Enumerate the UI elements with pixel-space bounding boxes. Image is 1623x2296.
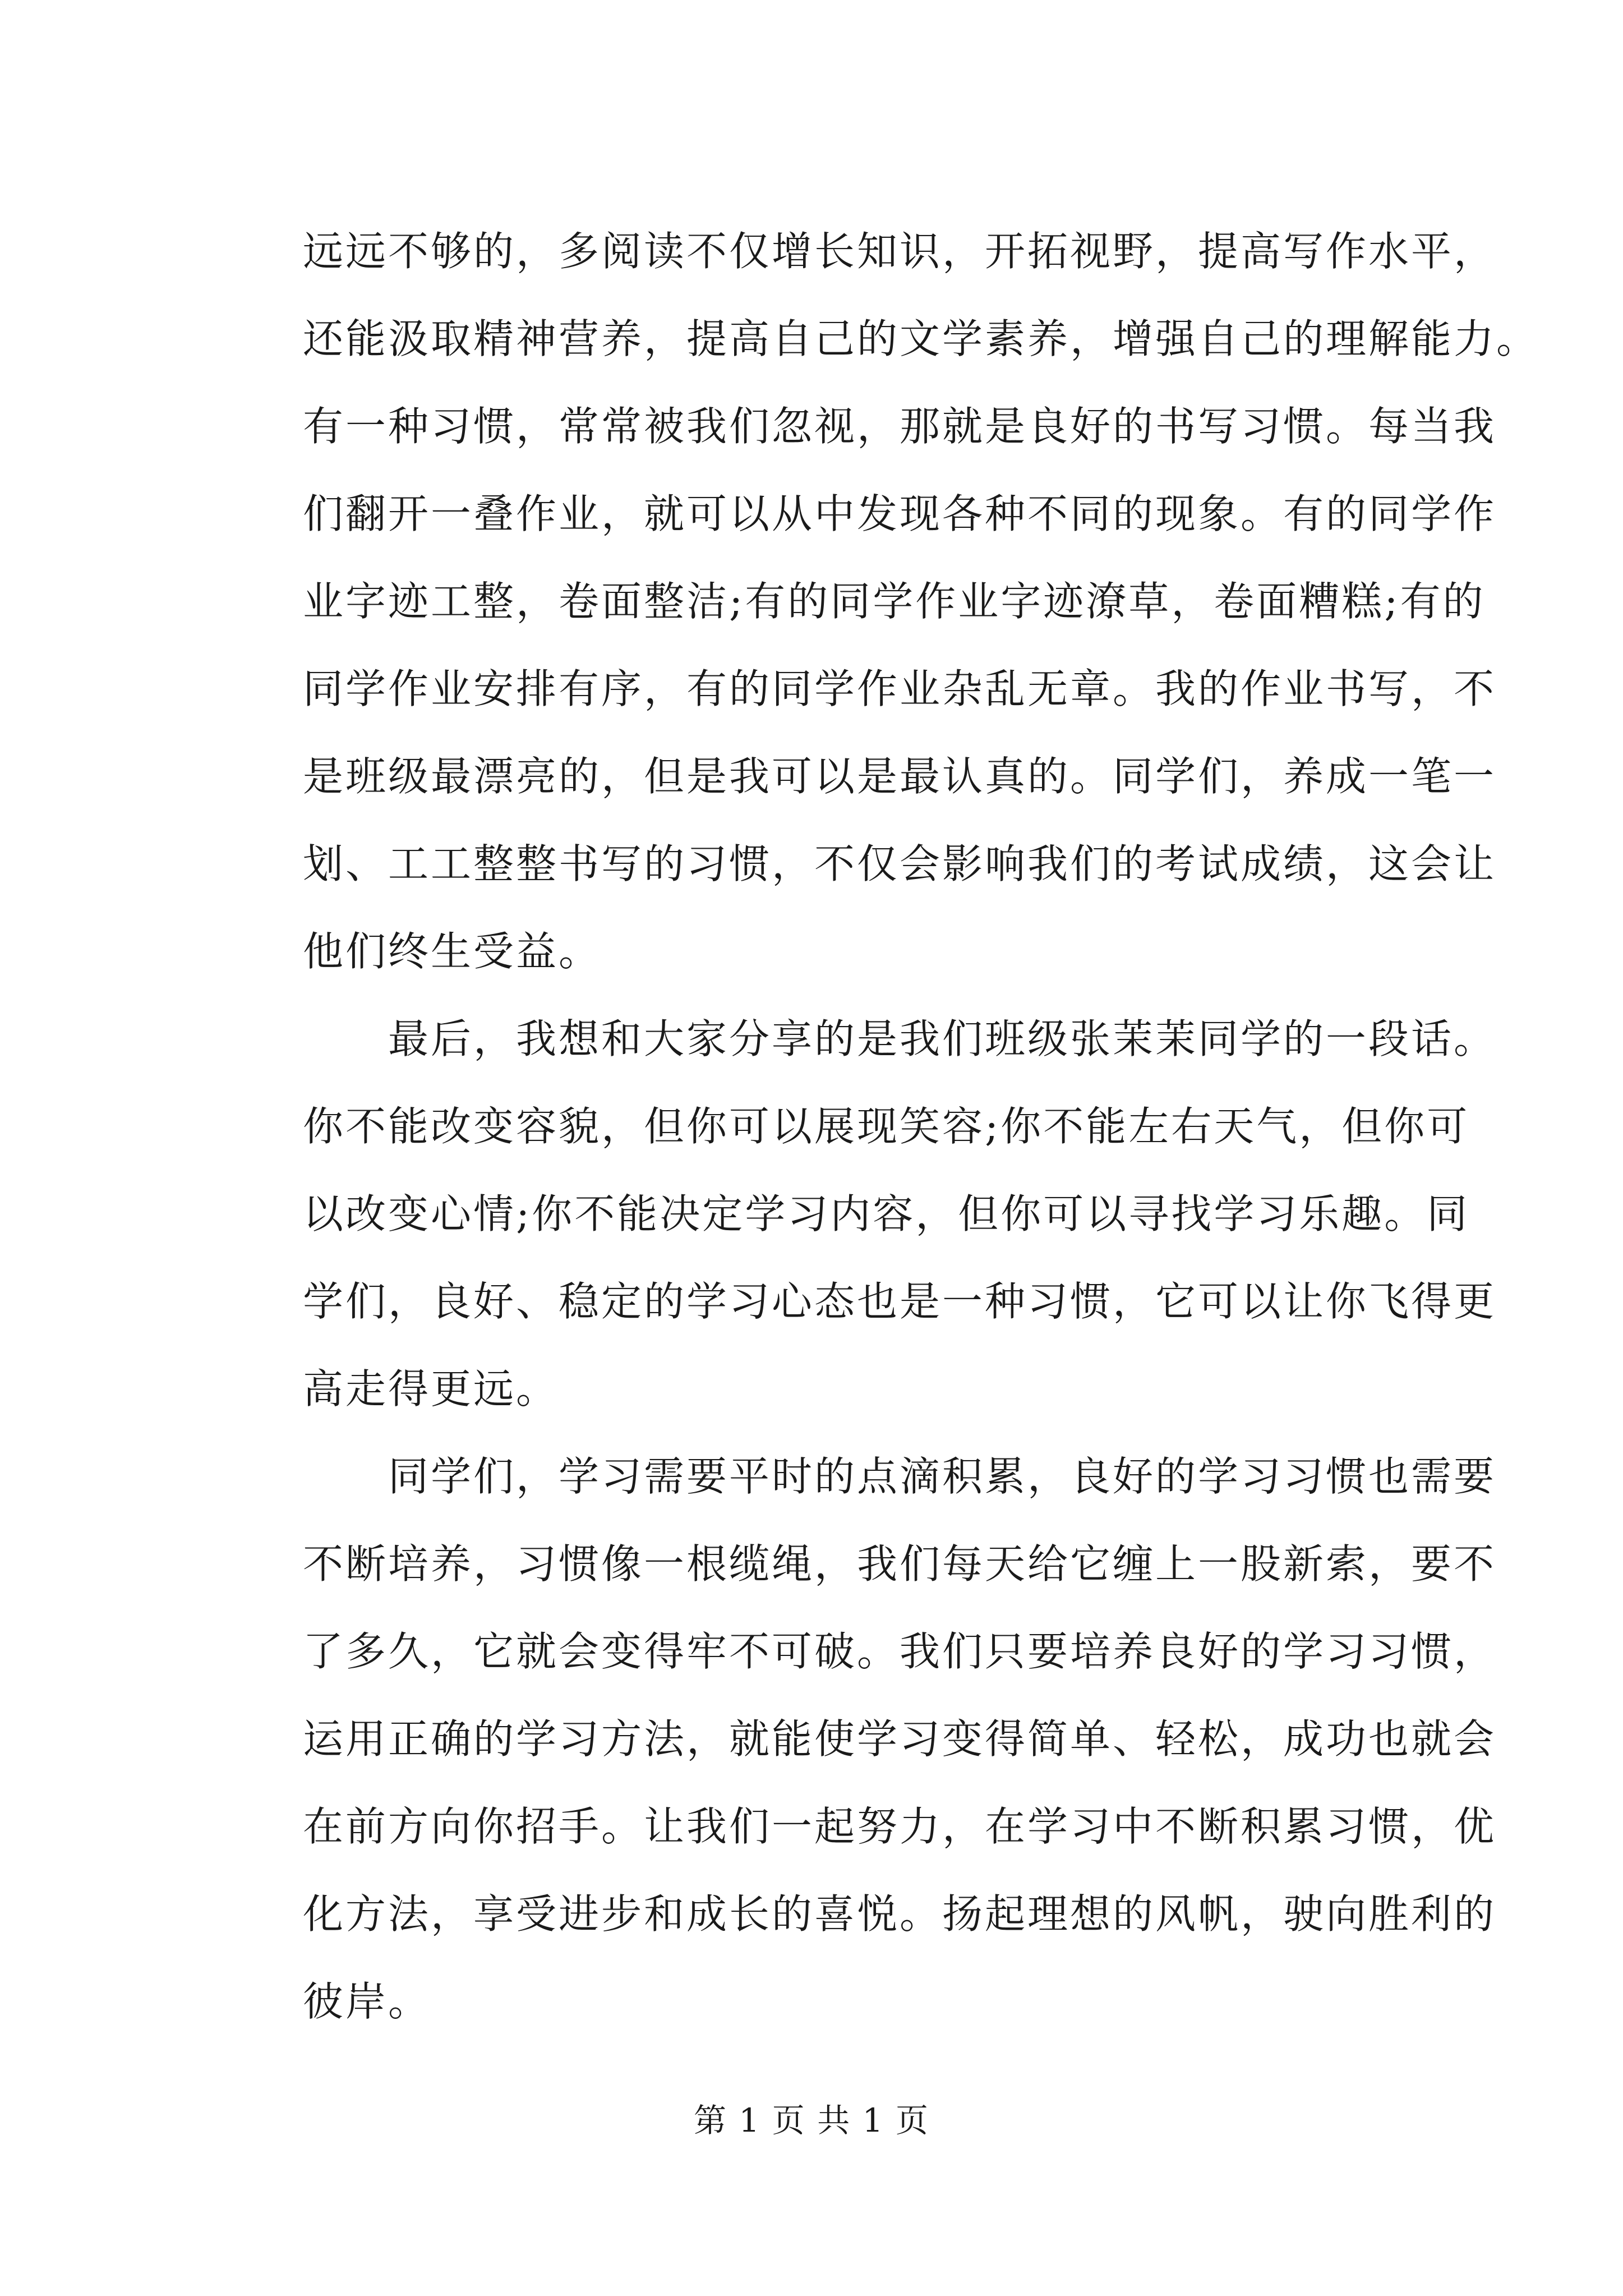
text-line: 在前方向你招手。让我们一起努力，在学习中不断积累习惯，优 <box>303 1803 1497 1850</box>
page-footer <box>0 2098 1623 2143</box>
text-line: 们翻开一叠作业，就可以从中发现各种不同的现象。有的同学作 <box>303 490 1497 537</box>
text-line: 运用正确的学习方法，就能使学习变得简单、轻松，成功也就会 <box>303 1715 1497 1763</box>
text-line: 化方法，享受进步和成长的喜悦。扬起理想的风帆，驶向胜利的 <box>303 1890 1497 1938</box>
text-line: 学们，良好、稳定的学习心态也是一种习惯，它可以让你飞得更 <box>303 1278 1497 1325</box>
text-line: 业字迹工整，卷面整洁;有的同学作业字迹潦草，卷面糟糕;有的 <box>303 578 1486 625</box>
text-line: 彼岸。 <box>303 1978 431 2025</box>
paragraph-start-line: 同学们，学习需要平时的点滴积累，良好的学习习惯也需要 <box>303 1453 1497 1500</box>
text-line: 有一种习惯，常常被我们忽视，那就是良好的书写习惯。每当我 <box>303 403 1497 450</box>
document-body <box>303 208 1539 2045</box>
text-line: 划、工工整整书写的习惯，不仅会影响我们的考试成绩，这会让 <box>303 840 1497 887</box>
text-line: 你不能改变容貌，但你可以展现笑容;你不能左右天气，但你可 <box>303 1103 1470 1150</box>
text-line: 是班级最漂亮的，但是我可以是最认真的。同学们，养成一笔一 <box>303 753 1497 800</box>
text-line: 了多久，它就会变得牢不可破。我们只要培养良好的学习习惯， <box>303 1628 1497 1675</box>
paragraph-start-line: 最后，我想和大家分享的是我们班级张茉茉同学的一段话。 <box>303 1015 1497 1062</box>
text-line: 同学作业安排有序，有的同学作业杂乱无章。我的作业书写，不 <box>303 665 1497 712</box>
text-line: 以改变心情;你不能决定学习内容，但你可以寻找学习乐趣。同 <box>303 1190 1470 1237</box>
text-line: 还能汲取精神营养，提高自己的文学素养，增强自己的理解能力。 <box>303 315 1539 362</box>
text-line: 远远不够的，多阅读不仅增长知识，开拓视野，提高写作水平， <box>303 228 1497 275</box>
text-line: 高走得更远。 <box>303 1365 559 1412</box>
text-line: 不断培养，习惯像一根缆绳，我们每天给它缠上一股新索，要不 <box>303 1540 1497 1588</box>
page-number-label: 第 1 页 共 1 页 <box>694 2101 929 2139</box>
text-line: 他们终生受益。 <box>303 928 602 975</box>
